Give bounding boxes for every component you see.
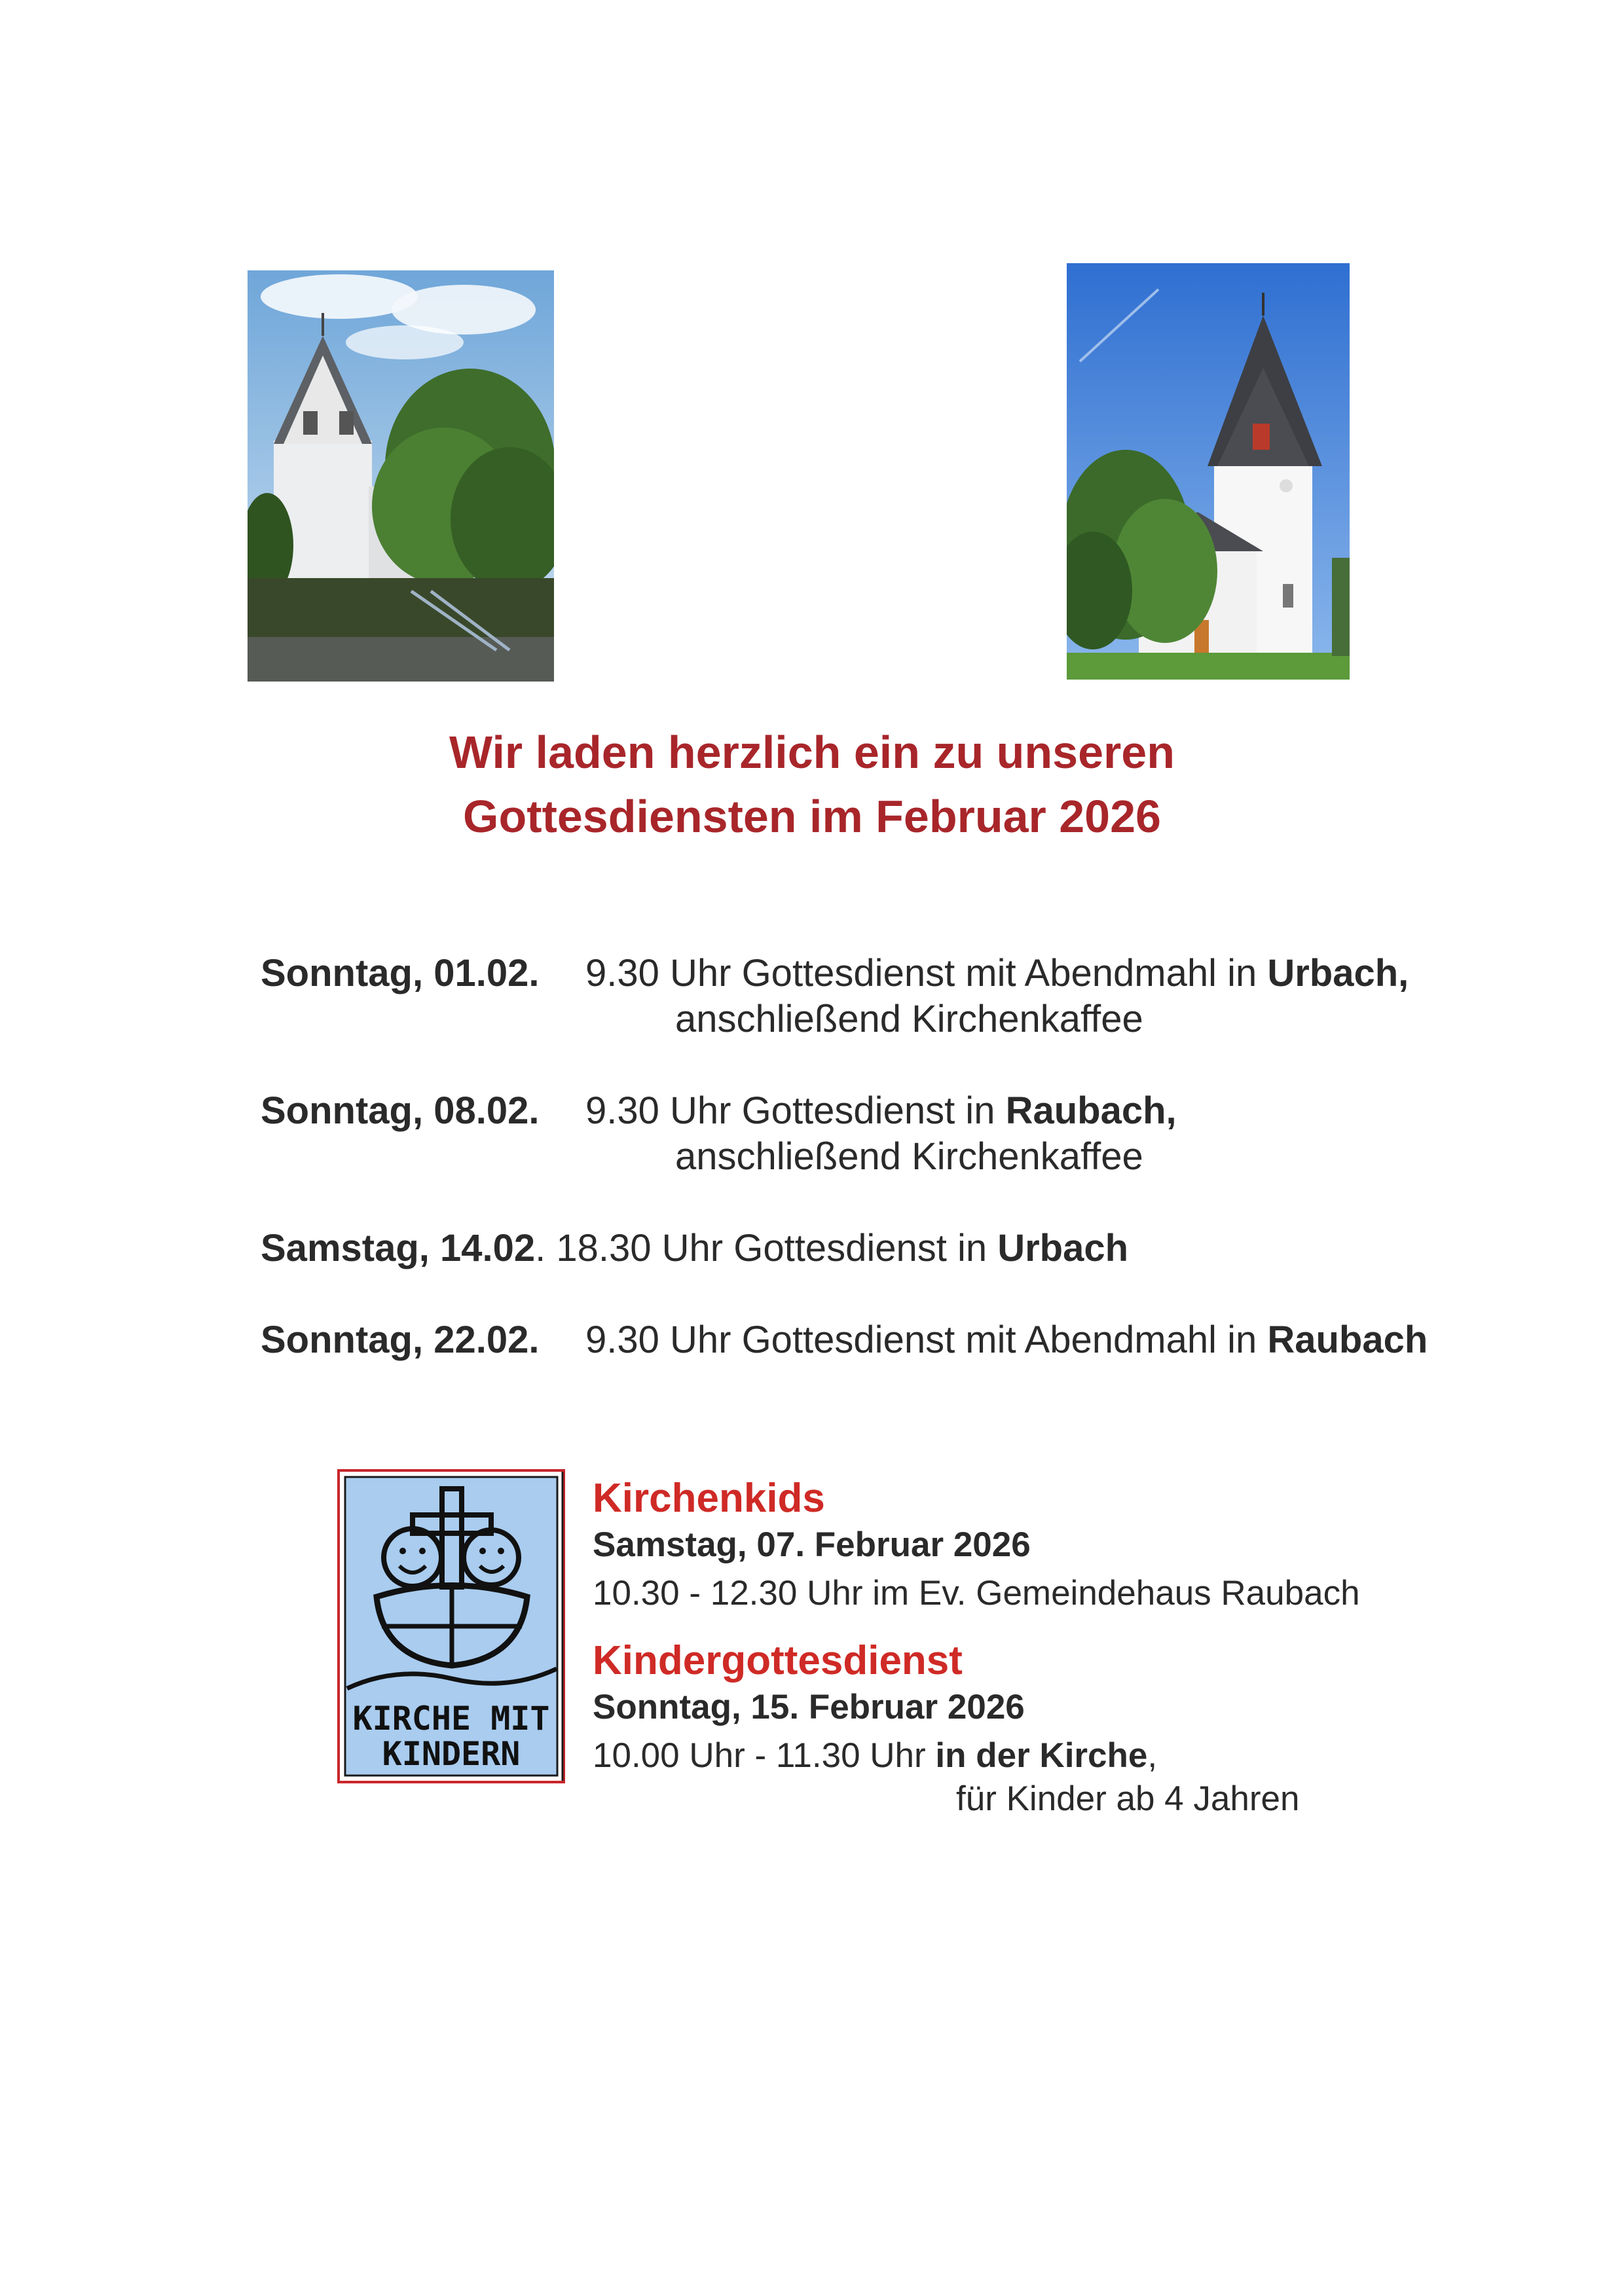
service-place: Raubach xyxy=(1267,1319,1428,1361)
service-text: 9.30 Uhr Gottesdienst in xyxy=(585,1089,1006,1132)
kindergottesdienst-heading: Kindergottesdienst xyxy=(593,1638,963,1683)
service-day: Sonntag, 22.02. xyxy=(261,1319,540,1361)
church-raubach-photo xyxy=(1067,263,1350,680)
service-text: 18.30 Uhr Gottesdienst in xyxy=(545,1227,998,1269)
service-place: Urbach xyxy=(997,1227,1129,1269)
kirchenkids-time: 10.30 - 12.30 Uhr im Ev. Gemeindehaus Raubach xyxy=(593,1574,1360,1613)
service-place: Raubach, xyxy=(1005,1089,1177,1132)
service-text: 9.30 Uhr Gottesdienst mit Abendmahl in xyxy=(585,952,1268,994)
kirchenkids-heading: Kirchenkids xyxy=(593,1476,825,1521)
service-description xyxy=(585,1088,1177,1134)
kindergottesdienst-note: für Kinder ab 4 Jahren xyxy=(956,1779,1300,1818)
page-title-line-2: Gottesdiensten im Februar 2026 xyxy=(463,791,1161,842)
service-place: Urbach, xyxy=(1267,952,1409,994)
page-title-line-1: Wir laden herzlich ein zu unseren xyxy=(449,727,1175,778)
church-urbach-photo xyxy=(248,270,554,682)
kindergottesdienst-place: in der Kirche xyxy=(935,1736,1148,1775)
service-day: Samstag, 14.02 xyxy=(261,1227,536,1269)
kirchenkids-date: Samstag, 07. Februar 2026 xyxy=(593,1525,1031,1564)
service-description xyxy=(585,1317,1428,1363)
kindergottesdienst-time-text: 10.00 Uhr - 11.30 Uhr xyxy=(593,1736,936,1775)
service-line xyxy=(261,1226,1128,1271)
kirche-mit-kindern-logo xyxy=(337,1469,565,1783)
service-description xyxy=(585,951,1409,996)
kindergottesdienst-time xyxy=(593,1735,1157,1777)
kindergottesdienst-date: Sonntag, 15. Februar 2026 xyxy=(593,1688,1025,1726)
service-day-dot: . xyxy=(535,1227,546,1269)
service-note: anschließend Kirchenkaffee xyxy=(675,1135,1143,1178)
service-day: Sonntag, 08.02. xyxy=(261,1089,540,1132)
kindergottesdienst-comma: , xyxy=(1147,1736,1158,1775)
logo-text-line-1: KIRCHE MIT xyxy=(352,1700,550,1738)
service-text: 9.30 Uhr Gottesdienst mit Abendmahl in xyxy=(585,1319,1268,1361)
logo-text-line-2: KINDERN xyxy=(382,1735,521,1773)
service-day: Sonntag, 01.02. xyxy=(261,952,540,994)
service-note: anschließend Kirchenkaffee xyxy=(675,998,1143,1040)
